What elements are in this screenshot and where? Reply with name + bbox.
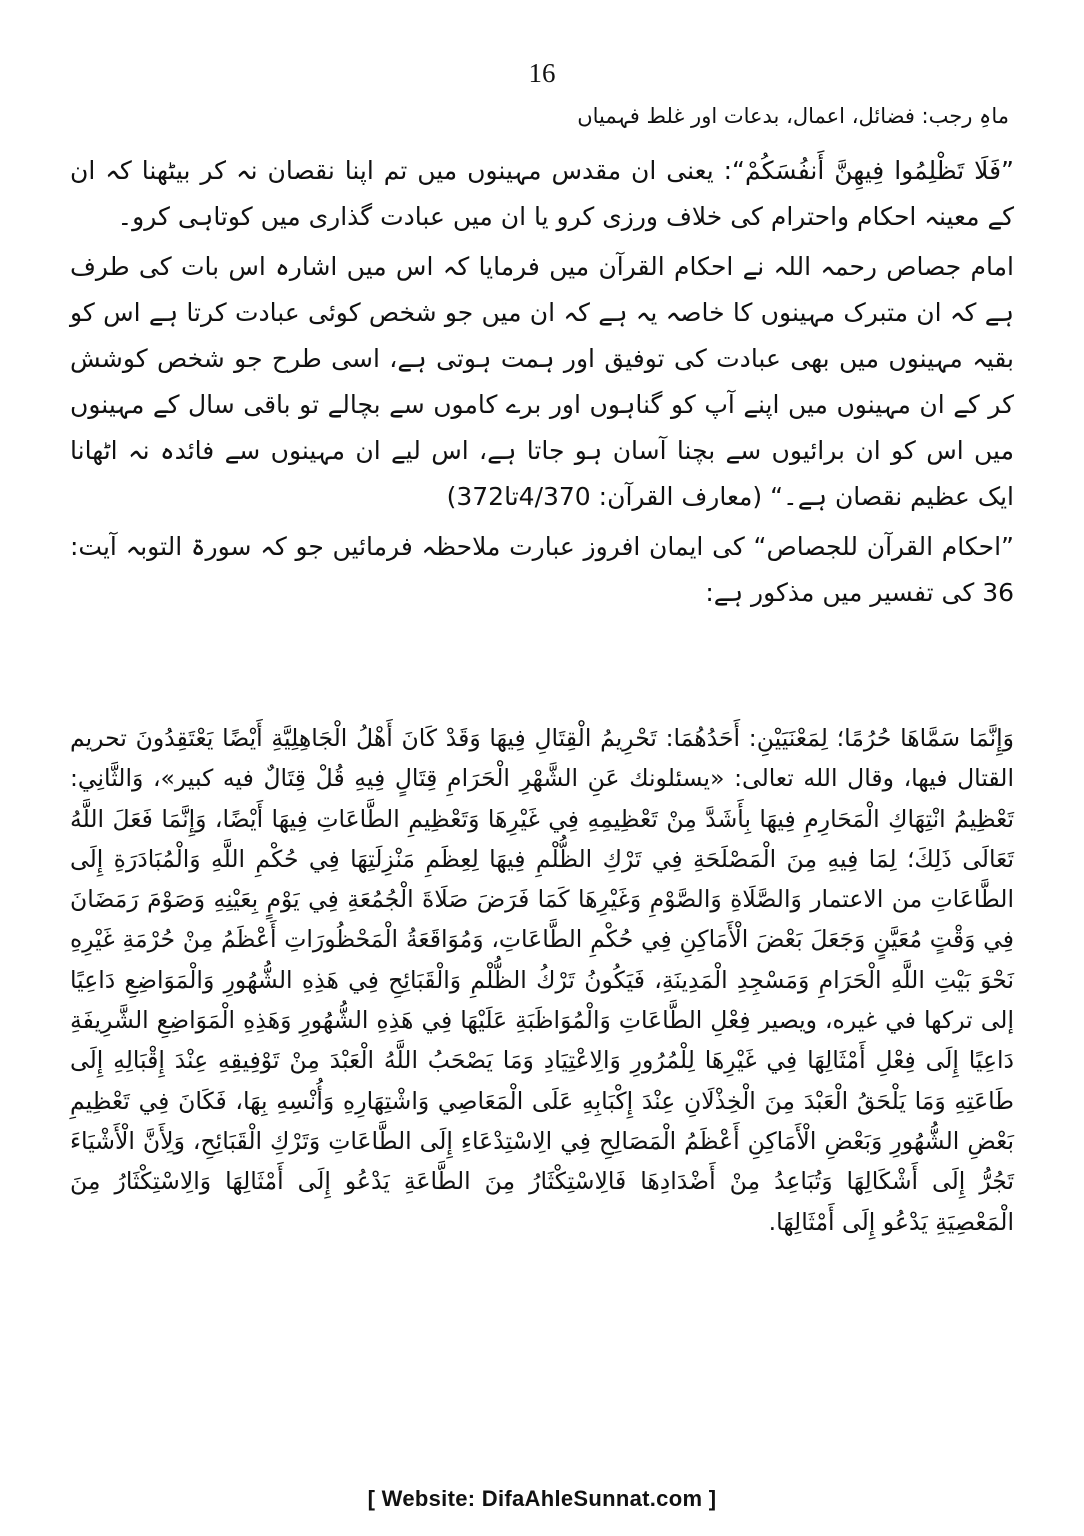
running-header: ماہِ رجب: فضائل، اعمال، بدعات اور غلط فہمیاں (577, 104, 1009, 128)
website-footer: [ Website: DifaAhleSunnat.com ] (367, 1486, 717, 1511)
arabic-quotation: وَإِنَّمَا سَمَّاهَا حُرُمًا؛ لِمَعْنَيَيْنِ: أَحَدُهُمَا: تَحْرِيمُ الْقِتَالِ فِيهَا وَقَدْ كَانَ أَهْلُ الْجَاهِلِيَّةِ أَيْضًا يَعْتَقِدُونَ تحريم القتال فيها، وقال الله تعالى: «يسئلونك عَنِ الشَّهْرِ الْحَرَامِ قِتَالٍ فِيهِ قُلْ قِتَالٌ فيه كبير»، وَالثَّانِي: تَعْظِيمُ انْتِهَاكِ الْمَحَارِمِ فِيهَا بِأَشَدَّ مِنْ تَعْظِيمِهِ فِي غَيْرِهَا وَتَعْظِيمِ الطَّاعَاتِ فِيهَا أَيْضًا، وَإِنَّمَا فَعَلَ اللَّهُ تَعَالَى ذَلِكَ؛ لِمَا فِيهِ مِنَ الْمَصْلَحَةِ فِي تَرْكِ الظُّلْمِ فِيهَا لِعِظَمِ مَنْزِلَتِهَا فِي حُكْمِ اللَّهِ وَالْمُبَادَرَةِ إِلَى الطَّاعَاتِ من الاعتمار وَالصَّلَاةِ وَالصَّوْمِ وَغَيْرِهَا كَمَا فَرَضَ صَلَاةَ الْجُمُعَةِ فِي يَوْمٍ بِعَيْنِهِ وَصَوْمَ رَمَضَانَ فِي وَقْتٍ مُعَيَّنٍ وَجَعَلَ بَعْضَ الْأَمَاكِنِ فِي حُكْمِ الطَّاعَاتِ، وَمُوَاقَعَةُ الْمَحْظُورَاتِ أَعْظَمُ مِنْ حُرْمَةِ غَيْرِهِ نَحْوَ بَيْتِ اللَّهِ الْحَرَامِ وَمَسْجِدِ الْمَدِينَةِ، فَيَكُونُ تَرْكُ الظُّلْمِ وَالْقَبَائِحِ فِي هَذِهِ الشُّهُورِ وَالْمَوَاضِعِ دَاعِيًا إلى تركها في غيره، ويصير فِعْلِ الطَّاعَاتِ وَالْمُوَاظَبَةِ عَلَيْهَا فِي هَذِهِ الشُّهُورِ وَهَذِهِ الْمَوَاضِعِ الشَّرِيفَةِ دَاعِيًا إِلَى فِعْلِ أَمْثَالِهَا فِي غَيْرِهَا لِلْمُرُورِ وَالِاعْتِيَادِ وَمَا يَصْحَبُ اللَّهُ الْعَبْدَ مِنْ تَوْفِيقِهِ عِنْدَ إِقْبَالِهِ إِلَى طَاعَتِهِ وَمَا يَلْحَقُ الْعَبْدَ مِنَ الْخِذْلَانِ عِنْدَ إِكْبَابِهِ عَلَى الْمَعَاصِي وَاشْتِهَارِهِ وَأُنْسِهِ بِهَا، فَكَانَ فِي تَعْظِيمِ بَعْضِ الشُّهُورِ وَبَعْضِ الْأَمَاكِنِ أَعْظَمُ الْمَصَالِحِ فِي الِاسْتِدْعَاءِ إِلَى الطَّاعَاتِ وَتَرْكِ الْقَبَائِحِ، وَلِأَنَّ الْأَشْيَاءَ تَجُرُّ إِلَى أَشْكَالِهَا وَتُبَاعِدُ مِنْ أَضْدَادِهَا فَالِاسْتِكْثَارُ مِنَ الطَّاعَةِ يَدْعُو إِلَى أَمْثَالِهَا وَالِاسْتِكْثَارُ مِنَ الْمَعْصِيَةِ يَدْعُو إِلَى أَمْثَالِهَا. (70, 724, 1014, 1236)
urdu-body (70, 148, 1014, 620)
paragraph-2: امام جصاص رحمہ اللہ نے احکام القرآن میں فرمایا کہ اس میں اشارہ اس بات کی طرف ہے کہ ان متبرک مہینوں کا خاصہ یہ ہے کہ ان میں جو شخص کوئی عبادت کرتا ہے اس کو بقیہ مہینوں میں بھی عبادت کی توفیق اور ہمت ہوتی ہے، اسی طرح جو شخص کوشش کر کے ان مہینوں میں اپنے آپ کو گناہوں اور برے کاموں سے بچالے تو باقی سال کے مہینوں میں اس کو ان برائیوں سے بچنا آسان ہو جاتا ہے، اس لیے ان مہینوں سے فائدہ نہ اٹھانا ایک عظیم نقصان ہے۔“ (معارف القرآن: 4/370تا372) (70, 252, 1014, 511)
page-number: 16 (528, 58, 556, 88)
paragraph-3: ”احکام القرآن للجصاص“ کی ایمان افروز عبارت ملاحظہ فرمائیں جو کہ سورۃ التوبہ آیت: 36 کی تفسیر میں مذکور ہے: (70, 532, 1014, 607)
paragraph-1: ”فَلَا تَظْلِمُوا فِيهِنَّ أَنفُسَكُمْ“: یعنی ان مقدس مہینوں میں تم اپنا نقصان نہ کر بیٹھنا کہ ان کے معینہ احکام واحترام کی خلاف ورزی کرو یا ان میں عبادت گذاری میں کوتاہی کرو۔ (70, 156, 1014, 231)
